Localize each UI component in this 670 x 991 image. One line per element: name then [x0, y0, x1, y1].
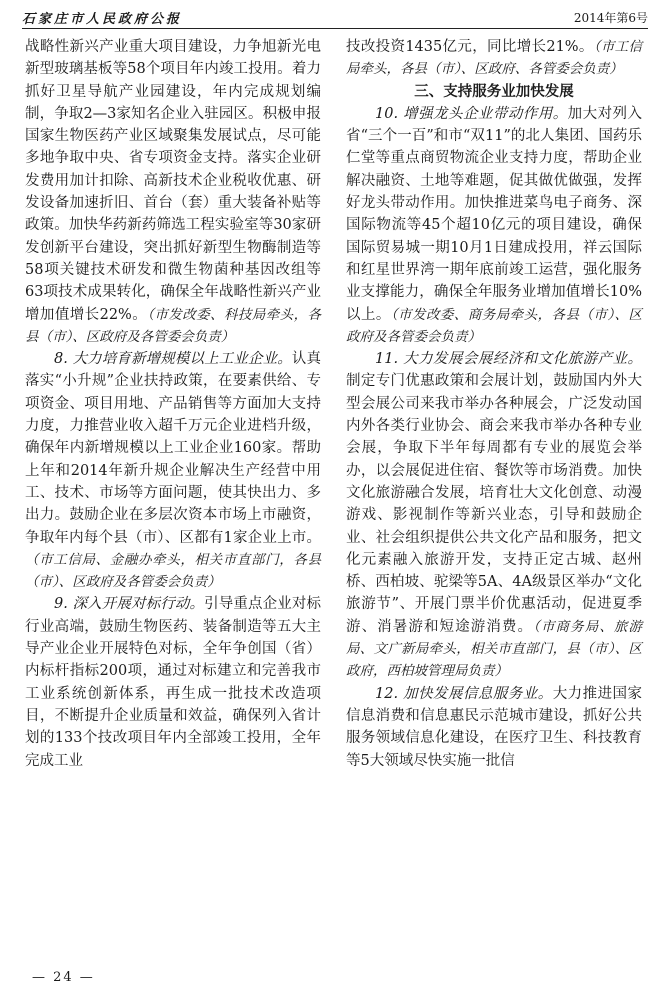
responsibility-note: （市发改委、科技局牵头，各县（市）、区政府及各管委会负责）: [25, 306, 321, 345]
item-9: [25, 593, 321, 771]
item-8: [25, 348, 321, 593]
issue-number: 2014年第6号: [573, 11, 648, 25]
publication-title: 石家庄市人民政府公报: [22, 12, 183, 27]
right-column: [346, 36, 642, 772]
item-heading: 12. 加快发展信息服务业。: [375, 685, 553, 702]
item-11: [346, 348, 642, 682]
item-body: 大力推进国家信息消费和信息惠民示范城市建设，抓好公共服务领域信息化建设，在医疗卫生、科技教育等5大领域尽快实施一批信: [346, 685, 643, 769]
item-body: 引导重点企业对标行业高端，鼓励生物医药、装备制造等五大主导产业企业开展特色对标，全年争创国（省）内标杆指标200项，通过对标建立和完善我市工业系统创新体系，再生成一批技术改造项目，不断提升企业质量和效益，确保列入省计划的133个技改项目年内全部竣工投用，全年完成工业: [25, 596, 321, 769]
responsibility-note: （市发改委、商务局牵头，各县（市）、区政府及各管委会负责）: [346, 306, 643, 345]
item-heading: 9. 深入开展对标行动。: [54, 596, 205, 613]
paragraph-continued: [346, 36, 642, 81]
paragraph-text: 战略性新兴产业重大项目建设，力争旭新光电新型玻璃基板等58个项目年内竣工投用。着力抓好卫星导航产业园建设，年内完成规划编制，争取2—3家知名企业入驻园区。积极申报国家生物医药产业区域聚集发展试点，尽可能多地争取中央、省专项资金支持。落实企业研发费用加计扣除、高新技术企业税收优惠、研发设备加速折旧、首台（套）重大装备补贴等政策。加快华药新药筛选工程实验室等30家研发创新平台建设，突出抓好新型生物酶制造等58项关键技术研发和微生物菌种基因改组等63项技术成果转化，确保全年战略性新兴产业增加值增长22%。: [25, 39, 321, 323]
item-heading: 8. 大力培育新增规模以上工业企业。: [54, 351, 292, 368]
item-10: [346, 103, 642, 348]
item-12: [346, 683, 642, 772]
left-column: [25, 36, 321, 772]
page-header: [22, 6, 648, 29]
item-body: 加大对列入省“三个一百”和市“双11”的北人集团、国药乐仁堂等重点商贸物流企业支持力度，帮助企业解决融资、土地等难题，促其做优做强，发挥好龙头带动作用。加快推进菜鸟电子商务、深国际物流等45个超10亿元的项目建设，确保国际贸易城一期10月1日建成投用，祥云国际和红星世界湾一期年底前竣工运营，强化服务业支撑能力，确保全年服务业增加值增长10%以上。: [346, 105, 643, 323]
item-body: 认真落实“小升规”企业扶持政策，在要素供给、专项资金、项目用地、产品销售等方面加大支持力度，力推营业收入超千万元企业进档升级，确保年内新增规模以上工业企业160家。帮助上年和2014年新升规企业解决生产经营中用工、技术、市场等方面问题，使其快出力、多出力。鼓励企业在多层次资本市场上市融资，争取年内每个县（市）、区都有1家企业上市。: [25, 351, 321, 546]
responsibility-note: （市商务局、旅游局、文广新局牵头，相关市直部门，县（市）、区政府，西柏坡管理局负责）: [346, 618, 643, 680]
paragraph-text: 技改投资1435亿元，同比增长21%。: [346, 39, 594, 55]
item-heading: 11. 大力发展会展经济和文化旅游产业。: [375, 351, 642, 368]
item-heading: 10. 增强龙头企业带动作用。: [375, 105, 568, 122]
paragraph-continued: [25, 36, 321, 348]
section-heading: 三、支持服务业加快发展: [414, 82, 574, 100]
item-body: 制定专门优惠政策和会展计划，鼓励国内外大型会展公司来我市举办各种展会，广泛发动国内外各类行业协会、商会来我市举办各种专业会展，争取下半年每周都有专业的展览会举办，以会展促进住宿、餐饮等市场消费。加快文化旅游融合发展，培育壮大文化创意、动漫游戏、影视制作等新兴业态，引导和鼓励企业、社会组织提供公共文化产品和服务，把文化元素融入旅游开发，支持正定古城、赵州桥、西柏坡、驼梁等5A、4A级景区举办“文化旅游节”、开展门票半价优惠活动，促进夏季游、消暑游和短途游消费。: [346, 373, 642, 635]
responsibility-note: （市工信局、金融办牵头，相关市直部门，各县（市）、区政府及各管委会负责）: [25, 551, 321, 591]
responsibility-note: （市工信局牵头，各县（市）、区政府、各管委会负责）: [346, 39, 642, 78]
page-number: — 24 —: [32, 970, 95, 985]
